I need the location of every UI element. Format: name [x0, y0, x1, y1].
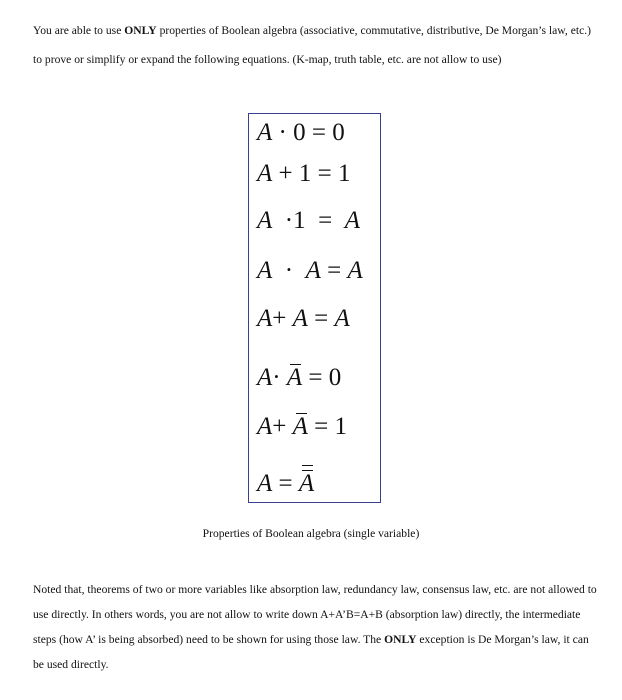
figure-caption: Properties of Boolean algebra (single variable): [202, 527, 420, 540]
equation-a-and-a: A · A = A: [257, 257, 363, 284]
equation-a-and-not-a: A· A = 0: [257, 364, 342, 391]
equation-a-or-one: A + 1 = 1: [257, 160, 351, 187]
instructions-text-continued: properties of Boolean algebra (associative, commutative, distributive, De Morgan’s law, etc.) to prove or simplify or expand the following equations. (K-map, truth table, etc. are not allow to use): [33, 24, 591, 66]
equation-a-or-a: A+ A = A: [257, 305, 350, 332]
boolean-properties-box: [248, 113, 381, 503]
note-text-continued: exception is De Morgan’s law, it can be used directly.: [33, 633, 589, 671]
instructions-emphasis: ONLY: [124, 24, 157, 37]
equation-a-or-not-a: A+ A = 1: [257, 413, 348, 440]
equation-a-and-one: A ·1 = A: [257, 207, 360, 234]
note-text: Noted that, theorems of two or more variables like absorption law, redundancy law, consensus law, etc. are not allowed to use directly. In others words, you are not allow to write down A+A’B=A+B (absorption law) directly, the intermediate steps (how A’ is being absorbed) need to be shown for using those law. The: [33, 583, 597, 646]
equation-double-complement: A = A: [257, 470, 315, 497]
instructions-text: You are able to use: [33, 24, 125, 37]
double-complement-a: A: [298, 470, 315, 497]
instructions-paragraph: [33, 16, 601, 74]
note-emphasis: ONLY: [384, 633, 417, 646]
complement-a: A: [286, 364, 303, 391]
equation-a-and-zero: A · 0 = 0: [257, 119, 345, 146]
complement-a: A: [292, 413, 308, 440]
note-paragraph: [33, 577, 601, 677]
